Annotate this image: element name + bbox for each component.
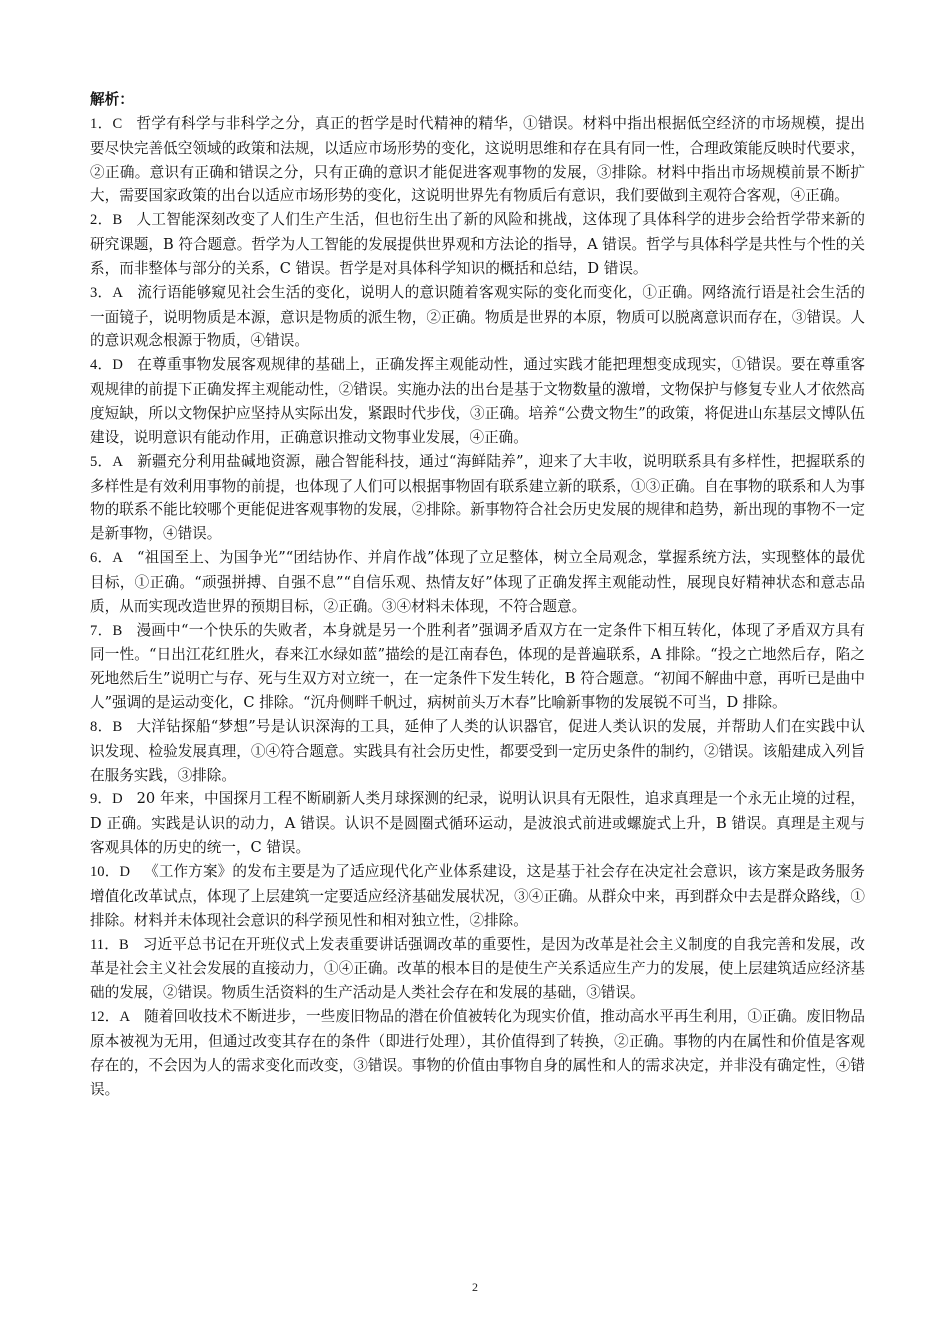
item-number: 11． [90, 936, 119, 953]
item-number: 1． [90, 115, 113, 132]
item-number: 7． [90, 622, 113, 639]
answer-item-2 [90, 208, 865, 281]
item-answer: D [112, 791, 123, 808]
item-answer: A [119, 1009, 130, 1026]
item-number: 8． [90, 718, 113, 735]
item-answer: C [112, 115, 123, 132]
item-number: 2． [90, 212, 113, 229]
item-answer: B [112, 622, 123, 639]
answer-item-11 [90, 933, 865, 1006]
answer-item-5 [90, 450, 865, 546]
item-number: 12． [90, 1009, 120, 1026]
item-answer: A [112, 550, 123, 567]
item-number: 6． [90, 550, 113, 567]
item-answer: B [118, 936, 129, 953]
item-explanation: 大洋钻探船“梦想”号是认识深海的工具，延伸了人类的认识器官，促进人类认识的发展，并帮助人们在实践中认识发现、检验发展真理，①④符合题意。实践具有社会历史性，都要受到一定历史条件的制约，②错误。该船建成入列旨在服务实践，③排除。 [90, 717, 865, 784]
answer-list [90, 112, 865, 1102]
item-explanation: 哲学有科学与非科学之分，真正的哲学是时代精神的精华，①错误。材料中指出根据低空经济的市场规模，提出要尽快完善低空领域的政策和法规，以适应市场形势的变化，这说明思维和存在具有同一性，合理政策能反映时代要求，②正确。意识有正确和错误之分，只有正确的意识才能促进客观事物的发展，③排除。材料中指出市场规模前景不断扩大，需要国家政策的出台以适应市场形势的变化，这说明世界先有物质后有意识，我们要做到主观符合客观，④正确。 [90, 114, 865, 205]
answer-item-12 [90, 1005, 865, 1101]
answer-item-9 [90, 787, 865, 860]
item-number: 5． [90, 453, 113, 470]
item-number: 4． [90, 357, 113, 374]
item-explanation: 在尊重事物发展客观规律的基础上，正确发挥主观能动性，通过实践才能把理想变成现实，①错误。要在尊重客观规律的前提下正确发挥主观能动性，②错误。实施办法的出台是基于文物数量的激增，文物保护与修复专业人才依然高度短缺，所以文物保护应坚持从实际出发，紧跟时代步伐，③正确。培养“公费文物生”的政策，将促进山东基层文博队伍建设，说明意识有能动作用，正确意识推动文物事业发展，④正确。 [90, 356, 865, 446]
answer-item-4 [90, 353, 865, 449]
item-explanation: 随着回收技术不断进步，一些废旧物品的潜在价值被转化为现实价值，推动高水平再生利用，①正确。废旧物品原本被视为无用，但通过改变其存在的条件（即进行处理），其价值得到了转换，②正确。事物的内在属性和价值是客观存在的，不会因为人的需求变化而改变，③错误。事物的价值由事物自身的属性和人的需求决定，并非没有确定性，④错误。 [90, 1008, 865, 1098]
item-explanation: 习近平总书记在开班仪式上发表重要讲话强调改革的重要性，是因为改革是社会主义制度的自我完善和发展，改革是社会主义社会发展的直接动力，①④正确。改革的根本目的是使生产关系适应生产力的发展，使上层建筑适应经济基础的发展，②错误。物质生活资料的生产活动是人类社会存在和发展的基础，③错误。 [90, 935, 865, 1002]
item-answer: A [112, 284, 123, 301]
item-number: 10． [90, 864, 120, 880]
answer-item-1 [90, 112, 865, 208]
document-body [90, 88, 865, 1101]
section-heading: 解析： [90, 91, 134, 108]
item-explanation: 新疆充分利用盐碱地资源，融合智能科技，通过“海鲜陆养”，迎来了大丰收，说明联系具有多样性，把握联系的多样性是有效利用事物的前提，也体现了人们可以根据事物固有联系建立新的联系，①③正确。自在事物的联系和人为事物的联系不能比较哪个更能促进客观事物的发展，②排除。新事物符合社会历史发展的规律和趋势，新出现的事物不一定是新事物，④错误。 [90, 452, 865, 543]
answer-item-6 [90, 546, 865, 619]
item-explanation: 20 年来，中国探月工程不断刷新人类月球探测的纪录，说明认识具有无限性，追求真理是一个永无止境的过程，D 正确。实践是认识的动力，A 错误。认识不是圆圈式循环运动，是波浪式前进或螺旋式上升，B 错误。真理是主观与客观具体的历史的统一，C 错误。 [90, 790, 865, 857]
page-number: 2 [472, 1280, 478, 1294]
item-answer: B [112, 718, 123, 735]
item-explanation: 流行语能够窥见社会生活的变化，说明人的意识随着客观实际的变化而变化，①正确。网络流行语是社会生活的一面镜子，说明物质是本源，意识是物质的派生物，②正确。物质是世界的本原，物质可以脱离意识而存在，③错误。人的意识观念根源于物质，④错误。 [90, 283, 865, 350]
answer-item-10 [90, 860, 865, 933]
item-number: 9． [90, 791, 113, 808]
item-answer: A [112, 453, 123, 470]
item-explanation: 人工智能深刻改变了人们生产生活，但也衍生出了新的风险和挑战，这体现了具体科学的进步会给哲学带来新的研究课题，B 符合题意。哲学为人工智能的发展提供世界观和方法论的指导，A 错误。哲学与具体科学是共性与个性的关系，而非整体与部分的关系，C 错误。哲学是对具体科学知识的概括和总结，D 错误。 [90, 211, 865, 277]
answer-item-7 [90, 619, 865, 715]
answer-item-3 [90, 281, 865, 354]
answer-item-8 [90, 715, 865, 788]
item-explanation: 漫画中“一个快乐的失败者，本身就是另一个胜利者”强调矛盾双方在一定条件下相互转化，体现了矛盾双方具有同一性。“日出江花红胜火，春来江水绿如蓝”描绘的是江南春色，体现的是普遍联系，A 排除。“投之亡地然后存，陷之死地然后生”说明亡与存、死与生双方对立统一，在一定条件下发生转化，B 符合题意。“初闻不解曲中意，再听已是曲中人”强调的是运动变化，C 排除。“沉舟侧畔千帆过，病树前头万木春”比喻新事物的发展锐不可当，D 排除。 [90, 621, 865, 712]
item-answer: B [112, 212, 123, 229]
item-number: 3． [90, 284, 113, 301]
item-explanation: 《工作方案》的发布主要是为了适应现代化产业体系建设，这是基于社会存在决定社会意识，该方案是政务服务增值化改革试点，体现了上层建筑一定要适应经济基础发展状况，③④正确。从群众中来，再到群众中去是群众路线，①排除。材料并未体现社会意识的科学预见性和相对独立性，②排除。 [90, 863, 865, 929]
item-explanation: “祖国至上、为国争光”“团结协作、并肩作战”体现了立足整体，树立全局观念，掌握系统方法，实现整体的最优目标，①正确。“顽强拼搏、自强不息”“自信乐观、热情友好”体现了正确发挥主观能动性，展现良好精神状态和意志品质，从而实现改造世界的预期目标，②正确。③④材料未体现，不符合题意。 [90, 549, 865, 615]
item-answer: D [119, 864, 130, 880]
item-answer: D [112, 357, 123, 374]
